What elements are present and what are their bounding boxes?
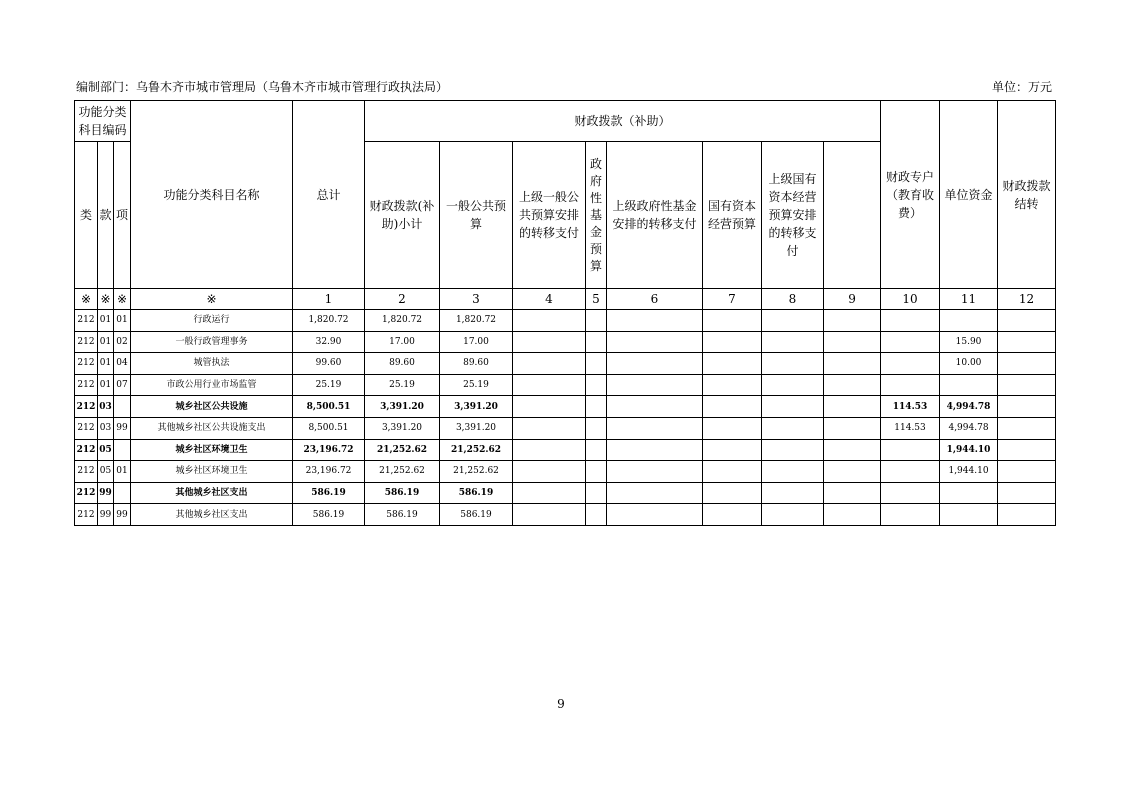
- general-budget-header: 一般公共预算: [440, 142, 513, 289]
- amount-cell: 4,994.78: [940, 417, 998, 439]
- department-label: 编制部门：乌鲁木齐市城市管理局（乌鲁木齐市城市管理行政执法局）: [76, 80, 449, 94]
- amount-cell: [586, 396, 607, 418]
- special-edu-header: 财政专户（教育收费）: [881, 101, 940, 289]
- upper-state-capital-header: 上级国有资本经营预算安排的转移支付: [762, 142, 824, 289]
- upper-general-header: 上级一般公共预算安排的转移支付: [513, 142, 586, 289]
- index-cell: 10: [881, 289, 940, 310]
- amount-cell: [762, 461, 824, 483]
- amount-cell: 21,252.62: [365, 461, 440, 483]
- amount-cell: [940, 374, 998, 396]
- amount-cell: [881, 482, 940, 504]
- unit-label: 单位：万元: [992, 80, 1053, 94]
- kuan-header: 款: [98, 142, 114, 289]
- lei-cell: 212: [75, 439, 98, 461]
- index-cell: 12: [998, 289, 1056, 310]
- amount-cell: [513, 331, 586, 353]
- subject-name-cell: 城乡社区公共设施: [131, 396, 293, 418]
- amount-cell: 99.60: [293, 353, 365, 375]
- table-row: [75, 331, 1056, 353]
- amount-cell: [586, 310, 607, 332]
- amount-cell: 3,391.20: [365, 396, 440, 418]
- amount-cell: [703, 417, 762, 439]
- amount-cell: [513, 439, 586, 461]
- amount-cell: 114.53: [881, 396, 940, 418]
- amount-cell: [762, 331, 824, 353]
- amount-cell: [586, 439, 607, 461]
- lei-cell: 212: [75, 482, 98, 504]
- index-cell: 4: [513, 289, 586, 310]
- amount-cell: 32.90: [293, 331, 365, 353]
- lei-header: 类: [75, 142, 98, 289]
- kuan-cell: 01: [98, 374, 114, 396]
- amount-cell: [607, 417, 703, 439]
- amount-cell: [703, 310, 762, 332]
- amount-cell: [762, 353, 824, 375]
- amount-cell: [881, 331, 940, 353]
- amount-cell: [998, 353, 1056, 375]
- table-row: [75, 504, 1056, 526]
- amount-cell: [998, 461, 1056, 483]
- amount-cell: 1,820.72: [440, 310, 513, 332]
- amount-cell: [881, 461, 940, 483]
- index-cell: ※: [131, 289, 293, 310]
- amount-cell: [824, 331, 881, 353]
- table-row: [75, 396, 1056, 418]
- lei-cell: 212: [75, 374, 98, 396]
- xiang-cell: 02: [114, 331, 131, 353]
- amount-cell: 21,252.62: [365, 439, 440, 461]
- amount-cell: [998, 396, 1056, 418]
- subject-name-cell: 城乡社区环境卫生: [131, 461, 293, 483]
- amount-cell: [762, 396, 824, 418]
- kuan-cell: 99: [98, 482, 114, 504]
- table-row: [75, 461, 1056, 483]
- amount-cell: 23,196.72: [293, 461, 365, 483]
- amount-cell: [703, 439, 762, 461]
- amount-cell: [762, 439, 824, 461]
- amount-cell: [940, 504, 998, 526]
- amount-cell: [586, 374, 607, 396]
- amount-cell: 89.60: [365, 353, 440, 375]
- amount-cell: [586, 504, 607, 526]
- gov-fund-header: 政府性基金预算: [586, 142, 607, 289]
- table-row: [75, 417, 1056, 439]
- amount-cell: 21,252.62: [440, 439, 513, 461]
- kuan-cell: 01: [98, 331, 114, 353]
- amount-cell: [824, 482, 881, 504]
- amount-cell: [762, 417, 824, 439]
- subject-name-cell: 其他城乡社区公共设施支出: [131, 417, 293, 439]
- amount-cell: [881, 374, 940, 396]
- amount-cell: [586, 417, 607, 439]
- xiang-cell: [114, 396, 131, 418]
- amount-cell: 1,944.10: [940, 439, 998, 461]
- table-row: [75, 482, 1056, 504]
- xiang-cell: 99: [114, 504, 131, 526]
- amount-cell: [824, 374, 881, 396]
- xiang-cell: 04: [114, 353, 131, 375]
- amount-cell: 1,820.72: [293, 310, 365, 332]
- subject-name-cell: 其他城乡社区支出: [131, 482, 293, 504]
- amount-cell: 15.90: [940, 331, 998, 353]
- amount-cell: 3,391.20: [440, 417, 513, 439]
- lei-cell: 212: [75, 331, 98, 353]
- amount-cell: [607, 374, 703, 396]
- upper-gov-fund-header: 上级政府性基金安排的转移支付: [607, 142, 703, 289]
- header-row-1: [75, 101, 1056, 142]
- amount-cell: 17.00: [365, 331, 440, 353]
- amount-cell: 8,500.51: [293, 417, 365, 439]
- amount-cell: 10.00: [940, 353, 998, 375]
- xiang-cell: 01: [114, 461, 131, 483]
- amount-cell: [607, 353, 703, 375]
- index-cell: 5: [586, 289, 607, 310]
- amount-cell: [513, 353, 586, 375]
- amount-cell: 114.53: [881, 417, 940, 439]
- fiscal-group-header: 财政拨款（补助）: [365, 101, 881, 142]
- amount-cell: [607, 482, 703, 504]
- amount-cell: 25.19: [293, 374, 365, 396]
- amount-cell: [607, 439, 703, 461]
- subject-name-cell: 行政运行: [131, 310, 293, 332]
- amount-cell: 4,994.78: [940, 396, 998, 418]
- index-cell: 9: [824, 289, 881, 310]
- kuan-cell: 03: [98, 396, 114, 418]
- index-cell: 11: [940, 289, 998, 310]
- amount-cell: [998, 504, 1056, 526]
- amount-cell: [940, 310, 998, 332]
- kuan-cell: 01: [98, 353, 114, 375]
- amount-cell: [824, 417, 881, 439]
- amount-cell: [998, 331, 1056, 353]
- amount-cell: [762, 374, 824, 396]
- amount-cell: [586, 461, 607, 483]
- amount-cell: [940, 482, 998, 504]
- xiang-cell: 99: [114, 417, 131, 439]
- amount-cell: 21,252.62: [440, 461, 513, 483]
- amount-cell: [703, 482, 762, 504]
- amount-cell: [513, 310, 586, 332]
- amount-cell: [607, 504, 703, 526]
- amount-cell: [607, 396, 703, 418]
- amount-cell: [607, 310, 703, 332]
- subject-name-cell: 一般行政管理事务: [131, 331, 293, 353]
- table-row: [75, 353, 1056, 375]
- amount-cell: [824, 439, 881, 461]
- budget-table: [74, 100, 1056, 526]
- amount-cell: 8,500.51: [293, 396, 365, 418]
- kuan-cell: 05: [98, 461, 114, 483]
- xiang-cell: [114, 482, 131, 504]
- index-cell: ※: [114, 289, 131, 310]
- amount-cell: [513, 374, 586, 396]
- amount-cell: 3,391.20: [365, 417, 440, 439]
- code-group-header: 功能分类科目编码: [75, 101, 131, 142]
- xiang-cell: 01: [114, 310, 131, 332]
- kuan-cell: 05: [98, 439, 114, 461]
- index-cell: 2: [365, 289, 440, 310]
- kuan-cell: 99: [98, 504, 114, 526]
- amount-cell: 586.19: [293, 504, 365, 526]
- lei-cell: 212: [75, 353, 98, 375]
- amount-cell: [824, 461, 881, 483]
- index-cell: ※: [98, 289, 114, 310]
- xiang-header: 项: [114, 142, 131, 289]
- amount-cell: 3,391.20: [440, 396, 513, 418]
- amount-cell: 25.19: [440, 374, 513, 396]
- amount-cell: 586.19: [293, 482, 365, 504]
- amount-cell: [586, 482, 607, 504]
- table-row: [75, 439, 1056, 461]
- lei-cell: 212: [75, 417, 98, 439]
- fiscal-subtotal-header: 财政拨款(补助)小计: [365, 142, 440, 289]
- amount-cell: [881, 353, 940, 375]
- amount-cell: [824, 396, 881, 418]
- xiang-cell: [114, 439, 131, 461]
- amount-cell: [586, 353, 607, 375]
- table-row: [75, 310, 1056, 332]
- amount-cell: [607, 331, 703, 353]
- index-cell: 7: [703, 289, 762, 310]
- amount-cell: [703, 374, 762, 396]
- amount-cell: 23,196.72: [293, 439, 365, 461]
- state-capital-header: 国有资本经营预算: [703, 142, 762, 289]
- amount-cell: [881, 504, 940, 526]
- amount-cell: 17.00: [440, 331, 513, 353]
- amount-cell: [824, 310, 881, 332]
- subject-name-cell: 市政公用行业市场监管: [131, 374, 293, 396]
- amount-cell: [513, 461, 586, 483]
- unit-funds-header: 单位资金: [940, 101, 998, 289]
- subject-name-cell: 城乡社区环境卫生: [131, 439, 293, 461]
- amount-cell: 586.19: [365, 504, 440, 526]
- amount-cell: [703, 461, 762, 483]
- amount-cell: [824, 353, 881, 375]
- amount-cell: [881, 439, 940, 461]
- amount-cell: 586.19: [440, 482, 513, 504]
- subject-name-cell: 城管执法: [131, 353, 293, 375]
- amount-cell: [998, 374, 1056, 396]
- amount-cell: [998, 310, 1056, 332]
- amount-cell: [703, 331, 762, 353]
- subject-name-cell: 其他城乡社区支出: [131, 504, 293, 526]
- index-cell: 1: [293, 289, 365, 310]
- amount-cell: 586.19: [440, 504, 513, 526]
- amount-cell: [762, 504, 824, 526]
- amount-cell: [513, 417, 586, 439]
- page-number: 9: [557, 697, 565, 711]
- lei-cell: 212: [75, 310, 98, 332]
- kuan-cell: 03: [98, 417, 114, 439]
- amount-cell: [513, 504, 586, 526]
- index-row: [75, 289, 1056, 310]
- amount-cell: 1,944.10: [940, 461, 998, 483]
- fiscal-carryover-header: 财政拨款结转: [998, 101, 1056, 289]
- amount-cell: [703, 504, 762, 526]
- index-cell: 8: [762, 289, 824, 310]
- name-header: 功能分类科目名称: [131, 101, 293, 289]
- amount-cell: [762, 482, 824, 504]
- kuan-cell: 01: [98, 310, 114, 332]
- amount-cell: 1,820.72: [365, 310, 440, 332]
- index-cell: ※: [75, 289, 98, 310]
- amount-cell: 25.19: [365, 374, 440, 396]
- amount-cell: 586.19: [365, 482, 440, 504]
- index-cell: 3: [440, 289, 513, 310]
- index-cell: 6: [607, 289, 703, 310]
- amount-cell: [824, 504, 881, 526]
- amount-cell: [607, 461, 703, 483]
- amount-cell: [703, 396, 762, 418]
- table-row: [75, 374, 1056, 396]
- lei-cell: 212: [75, 396, 98, 418]
- amount-cell: 89.60: [440, 353, 513, 375]
- amount-cell: [998, 417, 1056, 439]
- amount-cell: [586, 331, 607, 353]
- amount-cell: [881, 310, 940, 332]
- amount-cell: [513, 396, 586, 418]
- amount-cell: [762, 310, 824, 332]
- total-header: 总计: [293, 101, 365, 289]
- lei-cell: 212: [75, 461, 98, 483]
- amount-cell: [703, 353, 762, 375]
- lei-cell: 212: [75, 504, 98, 526]
- amount-cell: [998, 439, 1056, 461]
- amount-cell: [513, 482, 586, 504]
- amount-cell: [998, 482, 1056, 504]
- xiang-cell: 07: [114, 374, 131, 396]
